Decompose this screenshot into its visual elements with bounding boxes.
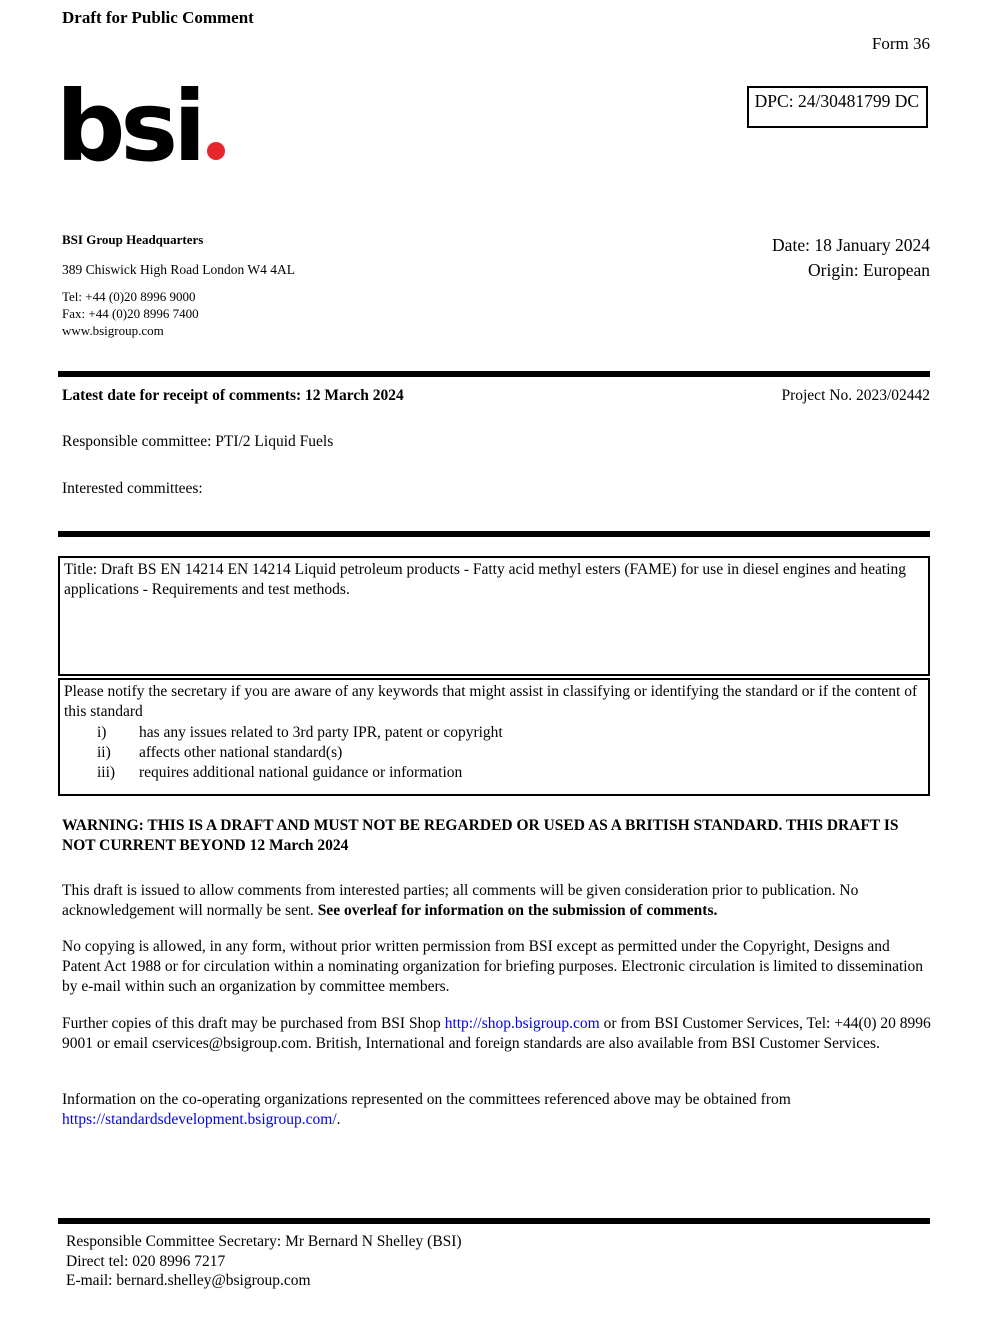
list-item-marker: i) xyxy=(97,724,107,741)
org-tel: Tel: +44 (0)20 8996 9000 xyxy=(62,289,196,304)
notify-intro: Please notify the secretary if you are aware of any keywords that might assist in classifying or identifying the standard or if the content of this standard xyxy=(64,683,918,720)
standard-title-box xyxy=(58,556,930,676)
issued-bold-text: See overleaf for information on the submission of comments. xyxy=(317,902,718,919)
notify-list xyxy=(64,723,924,783)
contact-block xyxy=(62,231,295,339)
copying-paragraph: No copying is allowed, in any form, without prior written permission from BSI except as permitted under the Copyright, Designs and Patent Act 1988 or for circulation within a nominating organization for briefing purposes. Electronic circulation is limited to dissemination by e-mail within such an organization by committee members. xyxy=(62,938,924,995)
list-item-marker: iii) xyxy=(97,764,116,781)
interested-committees: Interested committees: xyxy=(62,480,203,497)
document-origin: Origin: European xyxy=(808,260,930,280)
draft-warning: WARNING: THIS IS A DRAFT AND MUST NOT BE REGARDED OR USED AS A BRITISH STANDARD. THIS DRAFT IS NOT CURRENT BEYOND 12 March 2024 xyxy=(62,817,899,854)
date-origin-block xyxy=(772,233,930,283)
divider-rule-middle xyxy=(58,531,930,537)
project-number: Project No. 2023/02442 xyxy=(781,387,930,404)
secretary-footer xyxy=(66,1232,462,1291)
list-item-text: has any issues related to 3rd party IPR, patent or copyright xyxy=(139,724,503,741)
bsi-logo xyxy=(56,70,225,183)
standards-development-link[interactable]: https://standardsdevelopment.bsigroup.com/ xyxy=(62,1111,337,1128)
issued-paragraph xyxy=(62,881,932,921)
secretary-name: Responsible Committee Secretary: Mr Bernard N Shelley (BSI) xyxy=(66,1233,462,1250)
copies-text-post: or from BSI Customer Services, Tel: +44(0) 20 8996 9001 or email cservices@bsigroup.com. British, International and foreign standards are also available from BSI Customer Services. xyxy=(62,1015,931,1052)
org-address: 389 Chiswick High Road London W4 4AL xyxy=(62,262,295,277)
org-name: BSI Group Headquarters xyxy=(62,232,204,247)
form-number: Form 36 xyxy=(871,34,930,53)
bsi-logo-text: bsi xyxy=(56,70,202,183)
list-item-text: requires additional national guidance or information xyxy=(139,764,463,781)
secretary-email: E-mail: bernard.shelley@bsigroup.com xyxy=(66,1272,311,1289)
copies-text-pre: Further copies of this draft may be purchased from BSI Shop xyxy=(62,1015,445,1032)
standard-title-text: Title: Draft BS EN 14214 EN 14214 Liquid petroleum products - Fatty acid methyl esters (FAME) for use in diesel engines and heating applications - Requirements and test methods. xyxy=(64,561,907,598)
secretary-tel: Direct tel: 020 8996 7217 xyxy=(66,1252,226,1270)
list-item-marker: ii) xyxy=(97,744,111,761)
divider-rule-footer xyxy=(58,1218,930,1224)
doc-type-heading: Draft for Public Comment xyxy=(62,8,254,27)
info-text-pre: Information on the co-operating organizations represented on the committees referenced above may be obtained from xyxy=(62,1091,791,1108)
list-item-text: affects other national standard(s) xyxy=(139,744,343,761)
list-item xyxy=(64,763,924,783)
keywords-notify-box xyxy=(58,678,930,796)
org-fax: Fax: +44 (0)20 8996 7400 xyxy=(62,306,199,321)
latest-comments-date: Latest date for receipt of comments: 12 March 2024 xyxy=(62,387,404,404)
further-copies-paragraph xyxy=(62,1014,932,1054)
info-text-post: . xyxy=(336,1111,341,1128)
list-item xyxy=(64,743,924,763)
comments-deadline-row xyxy=(62,387,930,405)
cooperating-info-paragraph xyxy=(62,1090,932,1130)
document-date: Date: 18 January 2024 xyxy=(772,235,930,255)
responsible-committee: Responsible committee: PTI/2 Liquid Fuels xyxy=(62,433,334,450)
divider-rule-top xyxy=(58,371,930,377)
org-website: www.bsigroup.com xyxy=(62,323,164,338)
issued-text: This draft is issued to allow comments from interested parties; all comments will be given consideration prior to publication. No acknowledgement will normally be sent. xyxy=(62,882,859,919)
list-item xyxy=(64,723,924,743)
dpc-number-box: DPC: 24/30481799 DC xyxy=(747,86,928,128)
bsi-shop-link[interactable]: http://shop.bsigroup.com xyxy=(444,1015,600,1032)
bsi-logo-red-dot-icon xyxy=(207,142,225,160)
